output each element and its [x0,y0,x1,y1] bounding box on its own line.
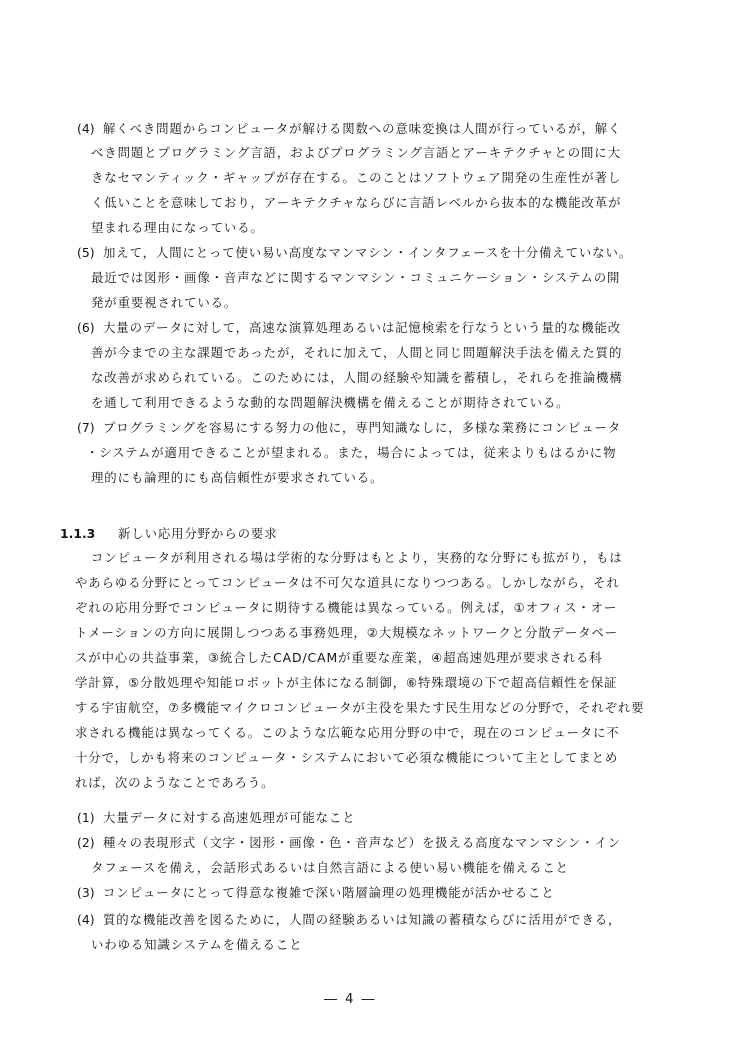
text-line: ・システムが適用できることが望まれる。また，場合によっては，従来よりもはるかに物 [86,445,617,460]
text-line: 種々の表現形式（文字・図形・画像・色・音声など）を扱える高度なマンマシン・イン [103,835,622,850]
item-number: (6) [77,320,95,335]
paragraph-line: ぞれの応用分野でコンピュータに期待する機能は異なっている。例えば，①オフィス・オー [75,600,618,615]
text-line: 望まれる理由になっている。 [91,220,264,235]
paragraph-line: やあらゆる分野にとってコンピュータは不可欠な道具になりつつある。しかしながら，それ [75,575,620,590]
paragraph-line: 求される機能は異なってくる。このような広範な応用分野の中で，現在のコンピュータに不 [75,725,620,740]
paragraph-line: する宇宙航空，⑦多機能マイクロコンピュータが主役を果たす民生用などの分野で，それぞれ要 [75,700,645,715]
item-number: (4) [77,912,95,927]
paragraph-line: コンピュータが利用される場は学術的な分野はもとより，実務的な分野にも拡がり，もは [91,550,623,565]
text-line: プログラミングを容易にする努力の他に，専門知識なしに，多様な業務にコンピュータ [103,420,622,435]
item-number: (2) [77,835,95,850]
text-line: な改善が求められている。このためには，人間の経験や知識を蓄積し，それらを推論機構 [91,370,623,385]
text-line: く低いことを意味しており，アーキテクチャならびに言語レベルから抜本的な機能改革が [91,195,622,210]
text-line: 理的にも論理的にも高信頼性が要求されている。 [91,470,384,485]
text-line: 善が今までの主な課題であったが，それに加えて，人間と同じ問題解決手法を備えた質的 [91,345,623,360]
text-line: 加えて，人間にとって使い易い高度なマンマシン・インタフェースを十分備えていない。 [103,245,633,260]
text-line: いわゆる知識システムを備えること [91,937,303,952]
paragraph-line: スが中心の共益事業，③統合したCAD/CAMが重要な産業，④超高速処理が要求される科 [75,650,603,665]
paragraph-line: 十分で，しかも将来のコンピュータ・システムにおいて必須な機能について主としてまとめ [75,750,619,765]
section-title: 新しい応用分野からの要求 [118,526,278,541]
text-line: 質的な機能改善を図るために，人間の経験あるいは知識の蓄積ならびに活用ができる， [103,912,622,927]
section-number: 1.1.3 [60,526,96,541]
paragraph-line: 学計算，⑤分散処理や知能ロボットが主体になる制御，⑥特殊環境の下で超高信頼性を保証 [75,675,618,690]
text-line: を通して利用できるような動的な問題解決機構を備えることが期待されている。 [91,395,570,410]
text-line: 大量のデータに対して，高速な演算処理あるいは記憶検索を行なうという量的な機能改 [103,320,622,335]
item-number: (1) [77,810,95,825]
text-line: 発が重要視されている。 [91,295,238,310]
text-line: 最近では図形・画像・音声などに関するマンマシン・コミュニケーション・システムの開 [91,270,621,285]
paragraph-line: トメーションの方向に展開しつつある事務処理，②大規模なネットワークと分散データベー [75,625,619,640]
item-number: (7) [77,420,95,435]
text-line: 大量データに対する高速処理が可能なこと [103,810,356,825]
text-line: きなセマンティック・ギャップが存在する。このことはソフトウェア開発の生産性が著し [91,170,622,185]
item-number: (3) [77,885,95,900]
paragraph-line: れば，次のようなことであろう。 [75,775,275,790]
text-line: 解くべき問題からコンピュータが解ける関数への意味変換は人間が行っているが，解く [103,121,622,136]
item-number: (5) [77,245,95,260]
text-line: タフェースを備え，会話形式あるいは自然言語による使い易い機能を備えること [91,860,569,875]
text-line: コンピュータにとって得意な複雑で深い階層論理の処理機能が活かせること [103,885,555,900]
page-number: ― 4 ― [324,992,377,1007]
text-line: べき問題とプログラミング言語，およびプログラミング言語とアーキテクチャとの間に大 [91,145,621,160]
item-number: (4) [77,121,95,136]
